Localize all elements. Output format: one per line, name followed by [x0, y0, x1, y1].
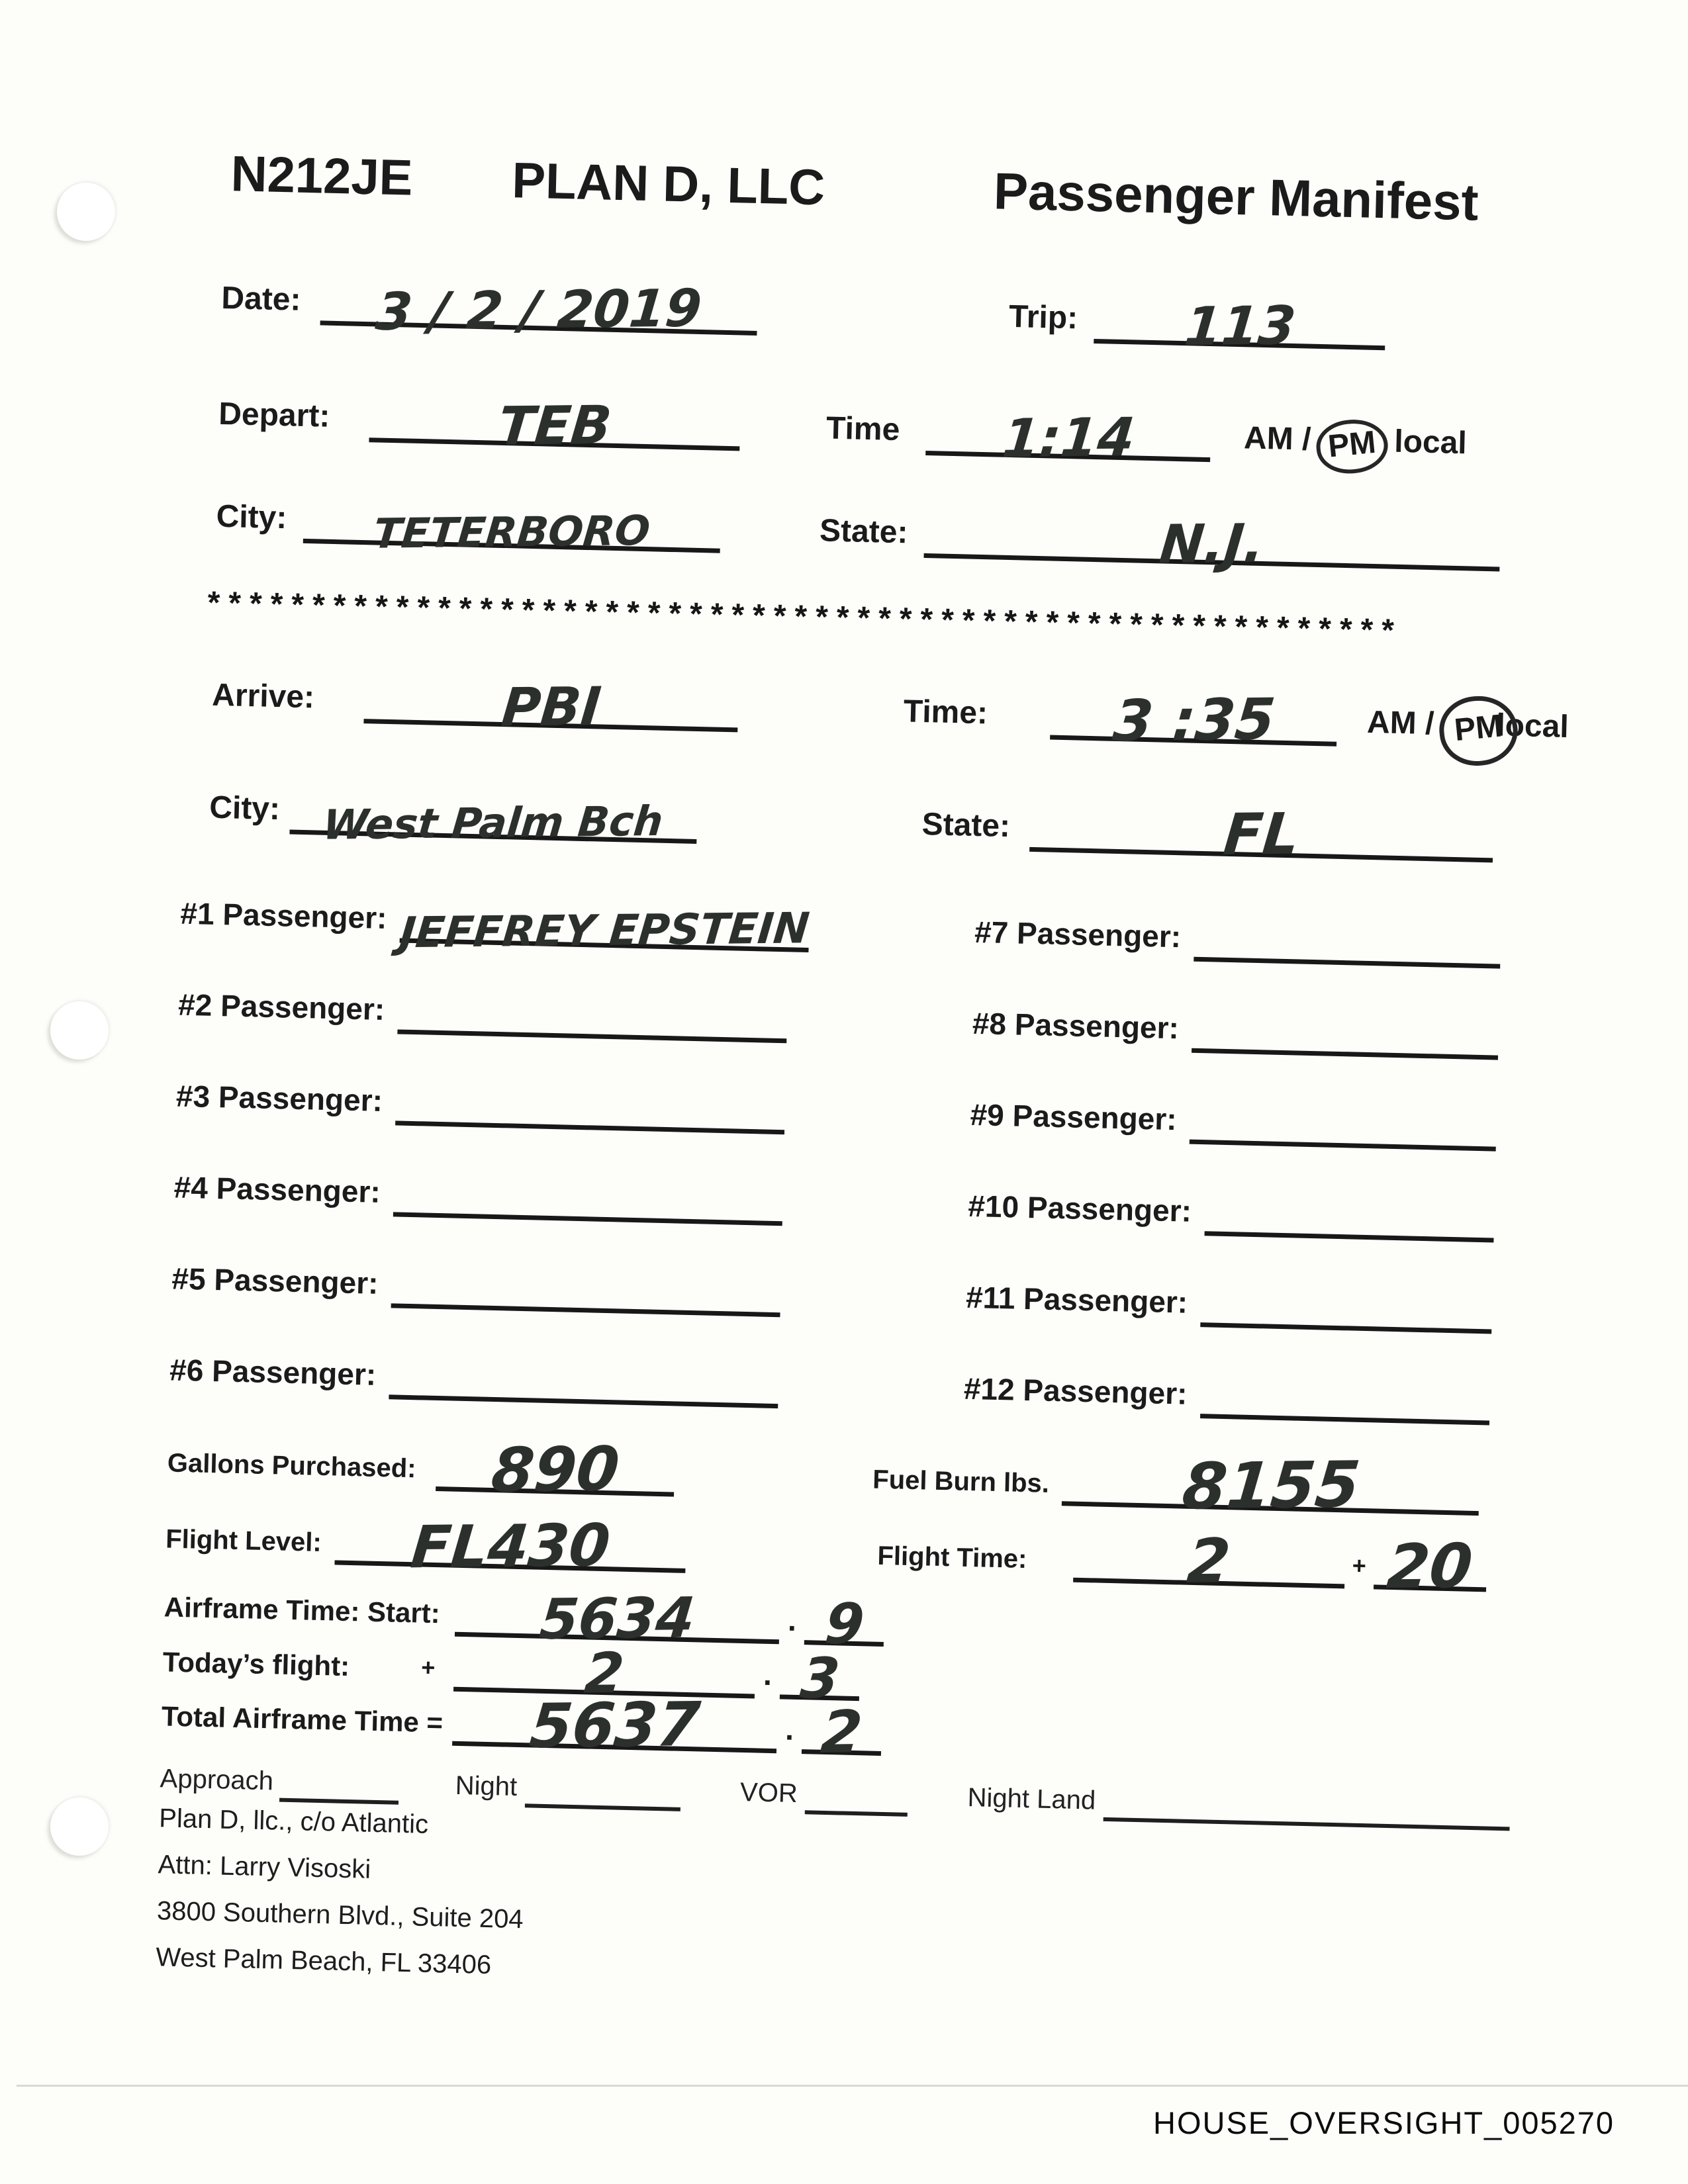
date-label: Date: [220, 280, 302, 318]
passenger-3-label: #3 Passenger: [175, 1078, 383, 1118]
todays-flight-value: 2 [582, 1640, 628, 1706]
depart-city-value: TETERBORO [371, 506, 653, 559]
fuel-burn-label: Fuel Burn lbs. [872, 1465, 1050, 1498]
approach-label: Approach [160, 1764, 274, 1796]
flight-time-plus: + [1352, 1551, 1367, 1580]
airframe-start-label: Airframe Time: Start: [164, 1591, 441, 1629]
flight-time-hours-line [1073, 1525, 1346, 1598]
passenger-1-line [397, 904, 812, 958]
flight-level-value: FL430 [408, 1510, 613, 1582]
company-name: PLAN D, LLC [511, 152, 826, 216]
punch-hole-top [57, 183, 115, 241]
total-airframe-line [452, 1689, 778, 1762]
punch-hole-bottom [50, 1797, 109, 1856]
address-line-4: West Palm Beach, FL 33406 [155, 1942, 492, 1980]
flight-level-label: Flight Level: [165, 1524, 322, 1557]
todays-flight-dot: . [763, 1657, 773, 1692]
passenger-2-line [397, 1029, 786, 1043]
depart-line [369, 394, 740, 457]
depart-value: TEB [495, 394, 614, 457]
passenger-6-label: #6 Passenger: [169, 1352, 377, 1392]
arrive-pm-circled: PM [1436, 692, 1521, 769]
depart-label: Depart: [218, 396, 330, 434]
depart-state-value: N.J. [1157, 512, 1268, 576]
total-airframe-value: 5637 [526, 1689, 703, 1762]
total-airframe-label: Total Airframe Time = [161, 1700, 444, 1739]
passenger-10-label: #10 Passenger: [967, 1188, 1192, 1228]
trip-label: Trip: [1008, 298, 1078, 336]
page-title: Passenger Manifest [993, 161, 1479, 232]
night-line [524, 1801, 680, 1811]
arrive-city-label: City: [209, 790, 281, 827]
depart-time-label: Time [825, 410, 900, 448]
depart-pm-circled: PM [1313, 416, 1389, 477]
arrive-time-label: Time: [903, 694, 988, 731]
form-header [197, 142, 1582, 241]
arrive-time-value: 3 :35 [1109, 686, 1278, 755]
passenger-11-label: #11 Passenger: [965, 1279, 1188, 1320]
arrive-value: PBI [498, 675, 604, 739]
passenger-2-label: #2 Passenger: [177, 987, 385, 1026]
passenger-row [179, 890, 812, 958]
depart-time-line [925, 406, 1211, 470]
flight-time-hours: 2 [1184, 1525, 1234, 1598]
trip-line [1094, 295, 1385, 358]
airframe-start-dot: . [787, 1602, 797, 1637]
arrive-state-label: State: [921, 807, 1011, 844]
arrive-state-value: FL [1221, 801, 1303, 869]
punch-hole-middle [50, 1001, 109, 1060]
arrive-state-line [1029, 801, 1493, 869]
passenger-11-line [1200, 1322, 1491, 1334]
passenger-row [963, 1365, 1490, 1419]
airframe-start-decimal: 9 [821, 1591, 867, 1657]
scanner-edge-line [17, 2085, 1688, 2087]
airframe-start-value: 5634 [537, 1584, 698, 1652]
total-airframe-decimal-line [802, 1697, 882, 1766]
night-land-line [1103, 1815, 1509, 1831]
passenger-4-label: #4 Passenger: [173, 1169, 381, 1209]
passenger-row [173, 1164, 783, 1220]
passenger-column-right [962, 909, 1501, 1469]
passenger-8-label: #8 Passenger: [972, 1005, 1180, 1046]
fuel-burn-value: 8155 [1179, 1447, 1363, 1524]
total-airframe-dot: . [784, 1711, 794, 1747]
airframe-start-line [455, 1584, 780, 1652]
passenger-row [970, 1091, 1497, 1145]
arrive-city-line [289, 797, 697, 850]
depart-city-line [303, 506, 720, 559]
passenger-5-label: #5 Passenger: [171, 1261, 379, 1300]
arrive-row [185, 665, 1570, 755]
depart-row [192, 384, 1576, 470]
passenger-12-label: #12 Passenger: [963, 1371, 1188, 1411]
passenger-8-line [1192, 1048, 1498, 1060]
todays-flight-label: Today’s flight: [162, 1646, 350, 1682]
vor-line [805, 1807, 908, 1817]
fuel-burn-line [1062, 1447, 1480, 1524]
asterisk-separator: ********************************************************* [207, 585, 1403, 649]
passenger-6-line [389, 1394, 778, 1408]
bates-stamp: HOUSE_OVERSIGHT_005270 [1153, 2105, 1615, 2140]
manifest-form [155, 142, 1582, 2034]
gallons-line [436, 1433, 675, 1506]
depart-state-label: State: [819, 513, 909, 551]
passenger-row [968, 1183, 1495, 1236]
passenger-12-line [1200, 1414, 1489, 1425]
passenger-row [974, 909, 1501, 962]
passenger-10-line [1204, 1231, 1493, 1242]
arrive-local-label: local [1495, 707, 1570, 745]
passenger-row [178, 981, 788, 1037]
operator-address-block [156, 1795, 526, 1989]
total-airframe-decimal: 2 [818, 1697, 866, 1766]
vor-label: VOR [739, 1777, 798, 1809]
passenger-9-line [1190, 1140, 1496, 1152]
todays-flight-decimal-line [780, 1645, 861, 1711]
night-land-label: Night Land [967, 1783, 1096, 1815]
todays-flight-decimal: 3 [797, 1645, 843, 1711]
depart-state-line [924, 512, 1501, 576]
gallons-value: 890 [488, 1433, 622, 1506]
depart-am-label: AM / [1243, 420, 1312, 457]
depart-time-value: 1:14 [1000, 406, 1137, 470]
passenger-column-left [168, 890, 812, 1452]
gallons-label: Gallons Purchased: [167, 1448, 417, 1484]
passenger-row [171, 1255, 781, 1311]
passenger-7-label: #7 Passenger: [974, 914, 1182, 954]
passenger-1-label: #1 Passenger: [179, 895, 388, 936]
tail-number: N212JE [230, 146, 414, 206]
arrive-am-label: AM / [1366, 704, 1435, 742]
flight-row [165, 1510, 1550, 1603]
passenger-7-line [1194, 957, 1500, 969]
passenger-1-value: JEFFREY EPSTEIN [397, 904, 812, 958]
passenger-9-label: #9 Passenger: [970, 1097, 1178, 1137]
address-line-2: Attn: Larry Visoski [158, 1850, 371, 1884]
flight-time-minutes-line [1373, 1531, 1487, 1603]
depart-city-label: City: [216, 498, 287, 536]
airframe-start-decimal-line [804, 1591, 885, 1657]
passenger-3-line [395, 1120, 784, 1134]
depart-local-label: local [1393, 424, 1468, 461]
date-trip-row [195, 268, 1579, 358]
todays-flight-plus: + [420, 1653, 436, 1682]
address-line-3: 3800 Southern Blvd., Suite 204 [156, 1896, 524, 1934]
arrive-line [363, 675, 738, 739]
flight-level-line [334, 1510, 686, 1582]
passenger-row [966, 1274, 1493, 1328]
passenger-row [972, 1000, 1499, 1054]
depart-city-row [189, 486, 1573, 576]
arrive-label: Arrive: [211, 677, 315, 715]
arrive-time-line [1050, 686, 1338, 755]
address-line-1: Plan D, llc., c/o Atlantic [158, 1803, 429, 1839]
night-label: Night [455, 1770, 518, 1802]
flight-time-label: Flight Time: [877, 1541, 1027, 1574]
passenger-row [175, 1073, 785, 1128]
flight-time-minutes: 20 [1384, 1531, 1476, 1603]
passenger-5-line [391, 1303, 780, 1317]
date-line [320, 278, 758, 342]
date-value: 3 / 2 / 2019 [373, 278, 705, 342]
arrive-city-value: West Palm Bch [320, 797, 666, 850]
passenger-4-line [393, 1212, 782, 1226]
arrive-city-row [183, 778, 1567, 869]
trip-value: 113 [1182, 295, 1298, 358]
passenger-row [169, 1346, 779, 1402]
